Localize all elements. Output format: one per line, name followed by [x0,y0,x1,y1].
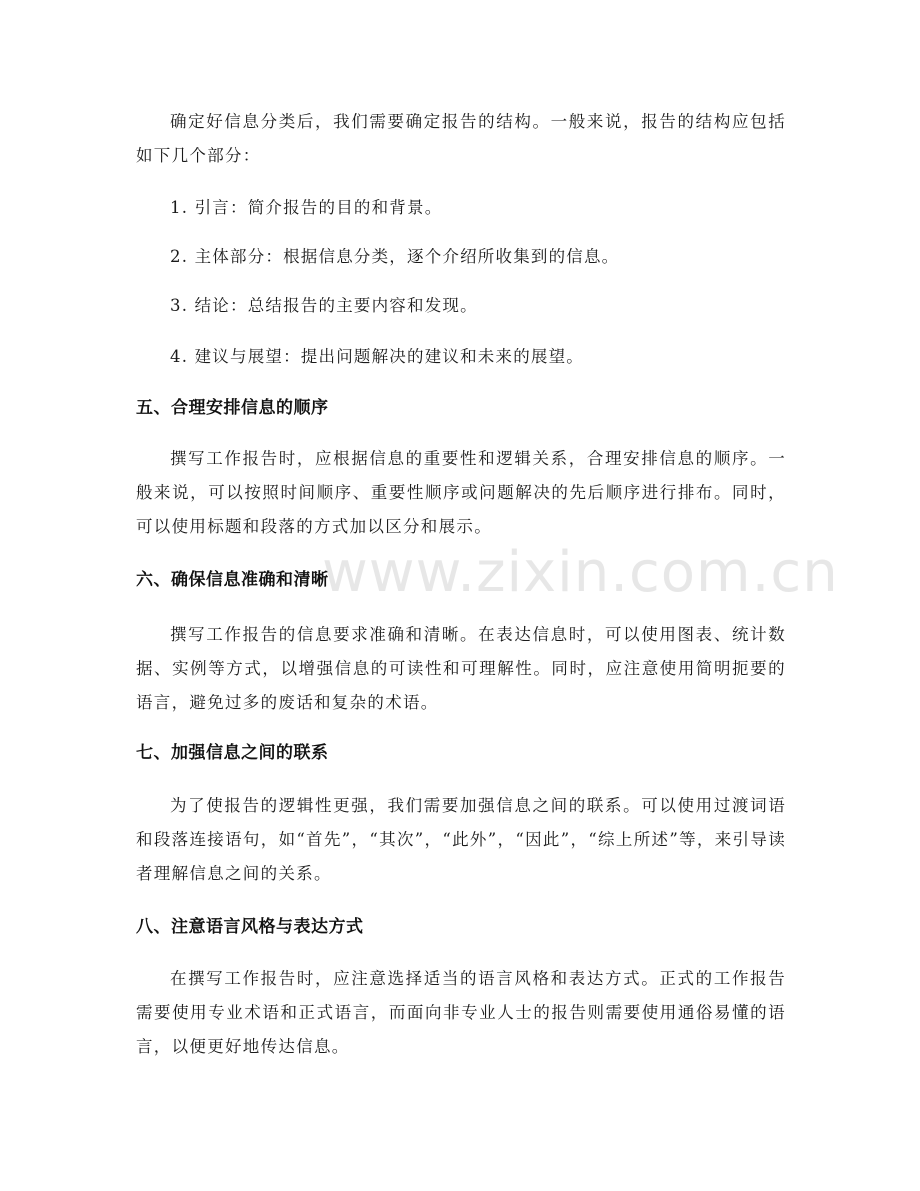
section-paragraph: 为了使报告的逻辑性更强，我们需要加强信息之间的联系。可以使用过渡词语和段落连接语句，如“首先”，“其次”，“此外”，“因此”，“综上所述”等，来引导读者理解信息之间的关系。 [136,796,786,883]
intro-paragraph: 确定好信息分类后，我们需要确定报告的结构。一般来说，报告的结构应包括如下几个部分： [136,112,786,165]
section-heading: 五、合理安排信息的顺序 [136,398,329,418]
section-paragraph: 撰写工作报告的信息要求准确和清晰。在表达信息时，可以使用图表、统计数据、实例等方式，以增强信息的可读性和可理解性。同时，应注意使用简明扼要的语言，避免过多的废话和复杂的术语。 [136,625,786,712]
section-heading: 八、注意语言风格与表达方式 [136,917,364,937]
watermark: www.zixin.com.cn [322,540,839,605]
section-paragraph: 在撰写工作报告时，应注意选择适当的语言风格和表达方式。正式的工作报告需要使用专业术语和正式语言，而面向非专业人士的报告则需要使用通俗易懂的语言，以便更好地传达信息。 [136,969,786,1056]
list-item: 2. 主体部分：根据信息分类，逐个介绍所收集到的信息。 [170,247,620,266]
list-item: 3. 结论：总结报告的主要内容和发现。 [170,296,478,315]
section-paragraph: 撰写工作报告时，应根据信息的重要性和逻辑关系，合理安排信息的顺序。一般来说，可以按照时间顺序、重要性顺序或问题解决的先后顺序进行排布。同时，可以使用标题和段落的方式加以区分和展示。 [136,449,786,536]
section-heading: 七、加强信息之间的联系 [136,743,329,763]
list-item: 1. 引言：简介报告的目的和背景。 [170,198,443,217]
section-heading: 六、确保信息准确和清晰 [136,570,329,590]
list-item: 4. 建议与展望：提出问题解决的建议和未来的展望。 [170,347,584,366]
